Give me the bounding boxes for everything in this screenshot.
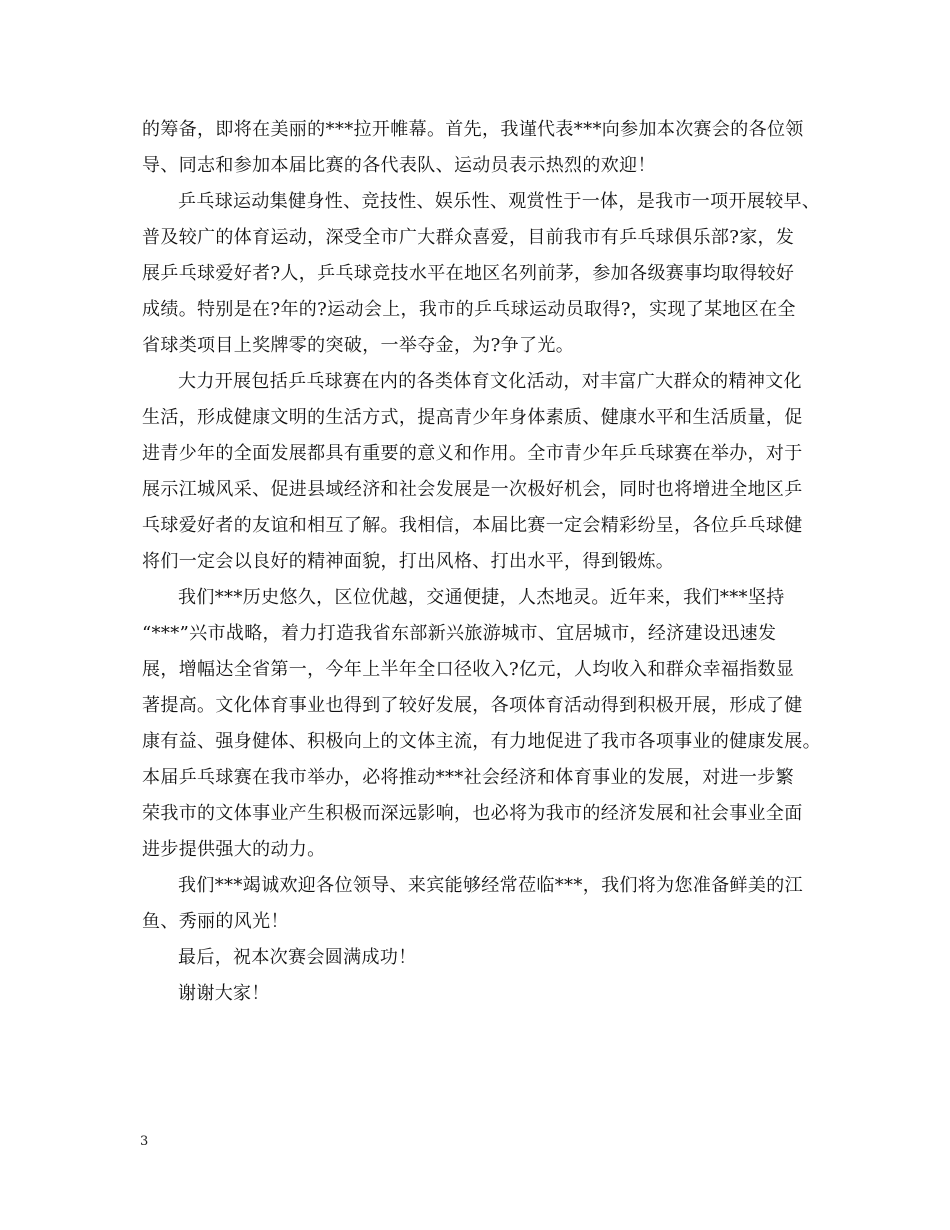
text-line: 著提高。文化体育事业也得到了较好发展，各项体育活动得到积极开展，形成了健 <box>142 695 803 716</box>
text-line: 的筹备，即将在美丽的***拉开帷幕。首先，我谨代表***向参加本次赛会的各位领 <box>142 119 804 140</box>
text-line: 进步提供强大的动力。 <box>142 839 326 860</box>
text-line: “***”兴市战略，着力打造我省东部新兴旅游城市、宜居城市，经济建设迅速发 <box>142 623 777 644</box>
text-line: 展，增幅达全省第一，今年上半年全口径收入?亿元，人均收入和群众幸福指数显 <box>142 659 795 680</box>
text-line: 将们一定会以良好的精神面貌，打出风格、打出水平，得到锻炼。 <box>142 551 675 572</box>
text-line: 展乒乓球爱好者?人，乒乓球竞技水平在地区名列前茅，参加各级赛事均取得较好 <box>142 263 795 284</box>
closing-line: 最后，祝本次赛会圆满成功！ <box>178 947 417 968</box>
thanks-line: 谢谢大家！ <box>178 983 270 1004</box>
paragraph-start-line: 我们***历史悠久，区位优越，交通便捷，人杰地灵。近年来，我们***坚持 <box>178 587 785 608</box>
paragraph-start-line: 乒乓球运动集健身性、竞技性、娱乐性、观赏性于一体，是我市一项开展较早、 <box>178 191 821 212</box>
text-line: 乓球爱好者的友谊和相互了解。我相信，本届比赛一定会精彩纷呈，各位乒乓球健 <box>142 515 803 536</box>
text-line: 导、同志和参加本届比赛的各代表队、运动员表示热烈的欢迎！ <box>142 155 656 176</box>
text-line: 省球类项目上奖牌零的突破，一举夺金，为?争了光。 <box>142 335 575 356</box>
text-line: 普及较广的体育运动，深受全市广大群众喜爱，目前我市有乒乓球俱乐部?家，发 <box>142 227 795 248</box>
text-line: 展示江城风采、促进县域经济和社会发展是一次极好机会，同时也将增进全地区乒 <box>142 479 803 500</box>
paragraph-start-line: 我们***竭诚欢迎各位领导、来宾能够经常莅临***，我们将为您准备鲜美的江 <box>178 875 803 896</box>
page-number: 3 <box>140 1134 149 1149</box>
text-line: 康有益、强身健体、积极向上的文体主流，有力地促进了我市各项事业的健康发展。 <box>142 731 821 752</box>
text-line: 生活，形成健康文明的生活方式，提高青少年身体素质、健康水平和生活质量，促 <box>142 407 803 428</box>
text-line: 本届乒乓球赛在我市举办，必将推动***社会经济和体育事业的发展，对进一步繁 <box>142 767 794 788</box>
text-line: 荣我市的文体事业产生积极而深远影响，也必将为我市的经济发展和社会事业全面 <box>142 803 803 824</box>
text-line: 进青少年的全面发展都具有重要的意义和作用。全市青少年乒乓球赛在举办，对于 <box>142 443 803 464</box>
text-line: 成绩。特别是在?年的?运动会上，我市的乒乓球运动员取得?，实现了某地区在全 <box>142 299 796 320</box>
text-line: 鱼、秀丽的风光！ <box>142 911 289 932</box>
paragraph-start-line: 大力开展包括乒乓球赛在内的各类体育文化活动，对丰富广大群众的精神文化 <box>178 371 802 392</box>
